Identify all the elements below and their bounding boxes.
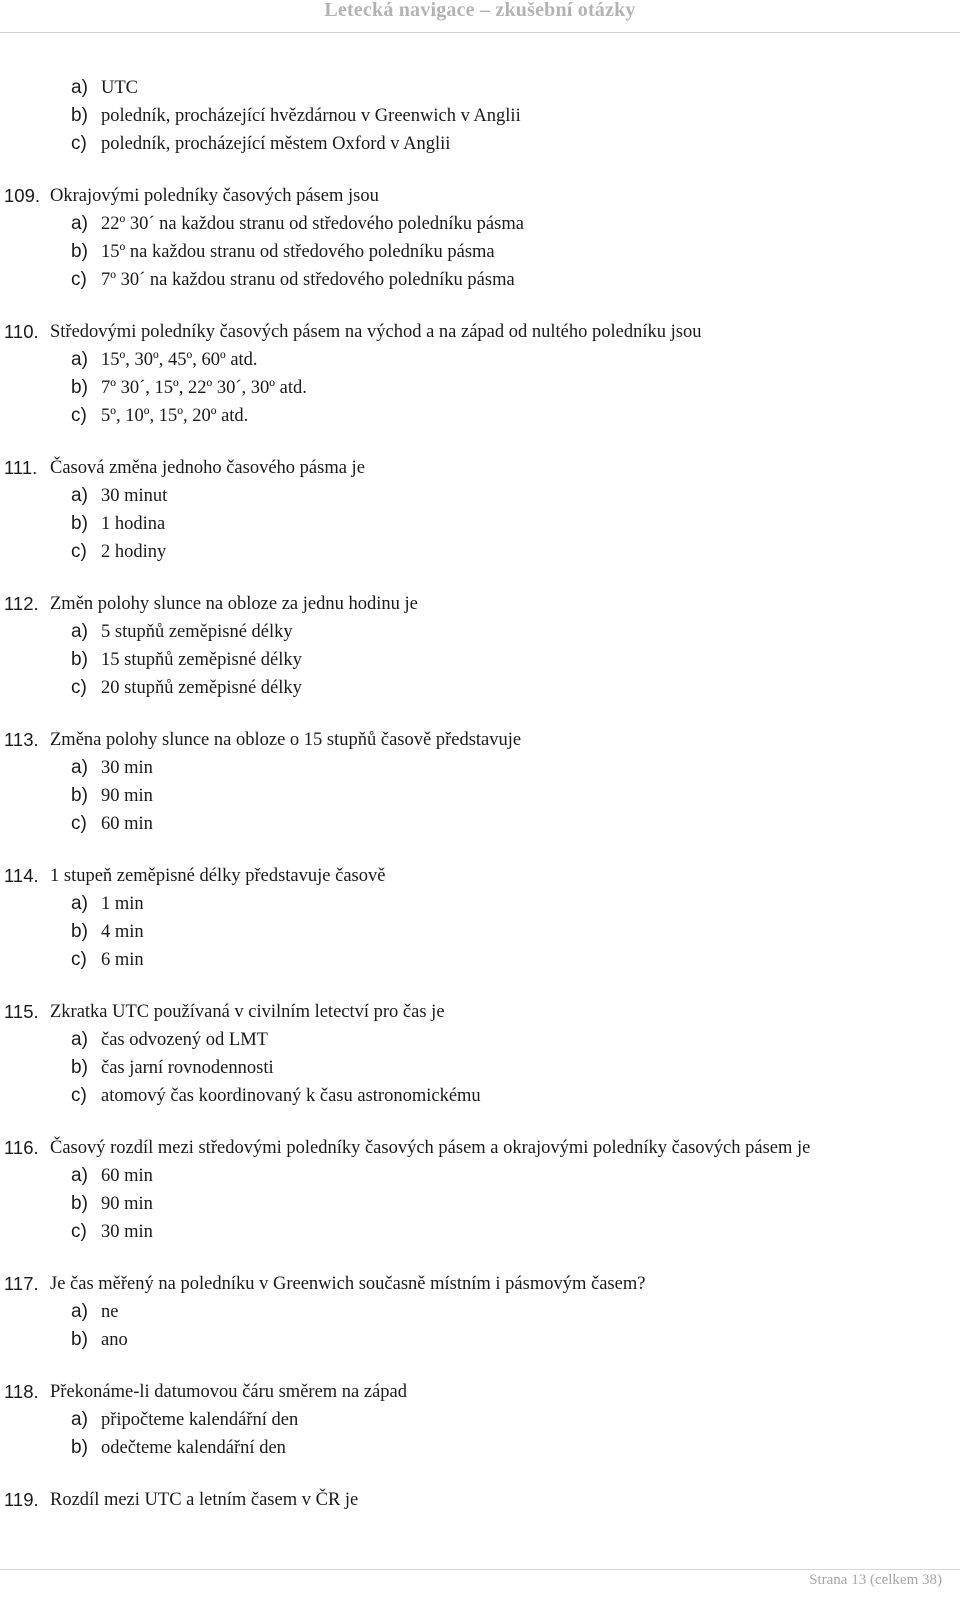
answer-text: 15 stupňů zeměpisné délky	[101, 650, 302, 670]
answer-letter: c)	[71, 813, 87, 834]
question-text: 1 stupeň zeměpisné délky představuje časově	[50, 866, 386, 886]
answer-text: ne	[101, 1302, 119, 1322]
question-row	[0, 182, 960, 210]
answer-option	[0, 810, 960, 838]
answer-option	[0, 890, 960, 918]
question-number: 109.	[4, 185, 41, 206]
question-block	[0, 182, 960, 294]
answer-letter: a)	[71, 1029, 88, 1050]
question-number: 110.	[4, 321, 39, 342]
answer-letter: c)	[71, 405, 87, 426]
answer-text: 5º, 10º, 15º, 20º atd.	[101, 406, 249, 426]
answer-letter: c)	[71, 269, 87, 290]
answer-letter: b)	[71, 1193, 88, 1214]
question-number: 118.	[4, 1381, 39, 1402]
question-number: 111.	[4, 457, 38, 478]
question-row	[0, 1486, 960, 1514]
question-text: Časová změna jednoho časového pásma je	[50, 458, 365, 478]
answer-option	[0, 374, 960, 402]
question-text: Změna polohy slunce na obloze o 15 stupňů časově představuje	[50, 730, 522, 750]
answer-option	[0, 74, 960, 102]
question-block	[0, 1378, 960, 1462]
answer-text: UTC	[101, 78, 138, 98]
question-text: Zkratka UTC používaná v civilním letectví pro čas je	[50, 1002, 445, 1022]
answer-option	[0, 102, 960, 130]
footer-divider	[0, 1569, 960, 1570]
answer-text: 22º 30´ na každou stranu od středového poledníku pásma	[101, 214, 524, 234]
question-number: 113.	[4, 729, 39, 750]
answer-letter: c)	[71, 133, 87, 154]
question-block	[0, 1270, 960, 1354]
question-block	[0, 590, 960, 702]
answer-letter: a)	[71, 213, 88, 234]
answer-option	[0, 346, 960, 374]
page-number: Strana 13 (celkem 38)	[809, 1572, 942, 1588]
question-number: 116.	[4, 1137, 39, 1158]
answer-text: 5 stupňů zeměpisné délky	[101, 622, 293, 642]
answer-option	[0, 646, 960, 674]
question-row	[0, 590, 960, 618]
question-text: Rozdíl mezi UTC a letním časem v ČR je	[50, 1490, 359, 1510]
question-block	[0, 1134, 960, 1246]
answer-option	[0, 1082, 960, 1110]
question-row	[0, 862, 960, 890]
question-text: Středovými poledníky časových pásem na východ a na západ od nultého poledníku jsou	[50, 322, 702, 342]
answer-text: 2 hodiny	[101, 542, 167, 562]
question-block	[0, 862, 960, 974]
answer-option	[0, 1162, 960, 1190]
answer-letter: b)	[71, 513, 88, 534]
answer-text: poledník, procházející městem Oxford v Anglii	[101, 134, 451, 154]
question-row	[0, 454, 960, 482]
answer-letter: b)	[71, 241, 88, 262]
answer-option	[0, 510, 960, 538]
answer-text: čas odvozený od LMT	[101, 1030, 268, 1050]
answer-text: atomový čas koordinovaný k času astronomickému	[101, 1086, 481, 1106]
answer-text: odečteme kalendářní den	[101, 1438, 286, 1458]
question-block	[0, 318, 960, 430]
answer-text: 20 stupňů zeměpisné délky	[101, 678, 302, 698]
question-row	[0, 318, 960, 346]
answer-option	[0, 1218, 960, 1246]
intro-answers	[0, 74, 960, 158]
header-divider	[0, 32, 960, 33]
answer-option	[0, 1298, 960, 1326]
answer-letter: a)	[71, 1409, 88, 1430]
answer-letter: b)	[71, 649, 88, 670]
answer-letter: a)	[71, 77, 88, 98]
question-row	[0, 1270, 960, 1298]
answer-letter: a)	[71, 757, 88, 778]
answer-text: 60 min	[101, 1166, 153, 1186]
answer-text: 15º na každou stranu od středového poledníku pásma	[101, 242, 495, 262]
answer-text: 1 hodina	[101, 514, 166, 534]
question-number: 115.	[4, 1001, 39, 1022]
answer-option	[0, 210, 960, 238]
answer-letter: c)	[71, 677, 87, 698]
answer-text: 90 min	[101, 786, 153, 806]
question-row	[0, 1378, 960, 1406]
questions-container	[0, 182, 960, 1514]
answer-option	[0, 1434, 960, 1462]
answer-option	[0, 918, 960, 946]
answer-text: 30 minut	[101, 486, 168, 506]
answer-text: 90 min	[101, 1194, 153, 1214]
answer-option	[0, 482, 960, 510]
answer-text: 7º 30´ na každou stranu od středového poledníku pásma	[101, 270, 515, 290]
question-number: 117.	[4, 1273, 39, 1294]
answer-option	[0, 1054, 960, 1082]
answer-text: 1 min	[101, 894, 144, 914]
question-text: Změn polohy slunce na obloze za jednu hodinu je	[50, 594, 418, 614]
answer-letter: a)	[71, 1301, 88, 1322]
answer-letter: b)	[71, 921, 88, 942]
answer-option	[0, 754, 960, 782]
answer-option	[0, 674, 960, 702]
answer-option	[0, 618, 960, 646]
question-row	[0, 998, 960, 1026]
answer-letter: b)	[71, 1329, 88, 1350]
question-text: Okrajovými poledníky časových pásem jsou	[50, 186, 379, 206]
question-number: 114.	[4, 865, 39, 886]
question-block	[0, 1486, 960, 1514]
answer-option	[0, 946, 960, 974]
answer-option	[0, 130, 960, 158]
answer-letter: b)	[71, 377, 88, 398]
answer-letter: b)	[71, 1057, 88, 1078]
question-number: 119.	[4, 1489, 39, 1510]
answer-letter: b)	[71, 785, 88, 806]
answer-letter: c)	[71, 1085, 87, 1106]
answer-letter: c)	[71, 1221, 87, 1242]
question-text: Je čas měřený na poledníku v Greenwich současně místním i pásmovým časem?	[50, 1274, 646, 1294]
answer-letter: c)	[71, 541, 87, 562]
answer-text: ano	[101, 1330, 128, 1350]
answer-letter: b)	[71, 1437, 88, 1458]
answer-text: čas jarní rovnodennosti	[101, 1058, 274, 1078]
answer-text: připočteme kalendářní den	[101, 1410, 299, 1430]
answer-letter: a)	[71, 1165, 88, 1186]
question-text: Časový rozdíl mezi středovými poledníky časových pásem a okrajovými poledníky časových pásem je	[50, 1138, 811, 1158]
answer-text: 6 min	[101, 950, 144, 970]
answer-option	[0, 266, 960, 294]
answer-option	[0, 1190, 960, 1218]
answer-letter: a)	[71, 349, 88, 370]
answer-option	[0, 402, 960, 430]
answer-text: 30 min	[101, 758, 153, 778]
question-block	[0, 726, 960, 838]
question-row	[0, 726, 960, 754]
answer-option	[0, 1326, 960, 1354]
question-row	[0, 1134, 960, 1162]
question-number: 112.	[4, 593, 39, 614]
answer-text: 4 min	[101, 922, 144, 942]
question-block	[0, 998, 960, 1110]
question-list	[0, 74, 960, 1514]
question-block	[0, 454, 960, 566]
answer-text: 7º 30´, 15º, 22º 30´, 30º atd.	[101, 378, 307, 398]
answer-text: 30 min	[101, 1222, 153, 1242]
answer-letter: a)	[71, 893, 88, 914]
question-text: Překonáme-li datumovou čáru směrem na západ	[50, 1382, 408, 1402]
answer-letter: a)	[71, 621, 88, 642]
answer-option	[0, 782, 960, 810]
answer-option	[0, 1406, 960, 1434]
answer-option	[0, 1026, 960, 1054]
answer-letter: a)	[71, 485, 88, 506]
answer-text: 60 min	[101, 814, 153, 834]
answer-letter: b)	[71, 105, 88, 126]
answer-option	[0, 538, 960, 566]
answer-text: poledník, procházející hvězdárnou v Greenwich v Anglii	[101, 106, 521, 126]
answer-text: 15º, 30º, 45º, 60º atd.	[101, 350, 258, 370]
answer-letter: c)	[71, 949, 87, 970]
answer-option	[0, 238, 960, 266]
page-header-title: Letecká navigace – zkušební otázky	[324, 0, 636, 21]
